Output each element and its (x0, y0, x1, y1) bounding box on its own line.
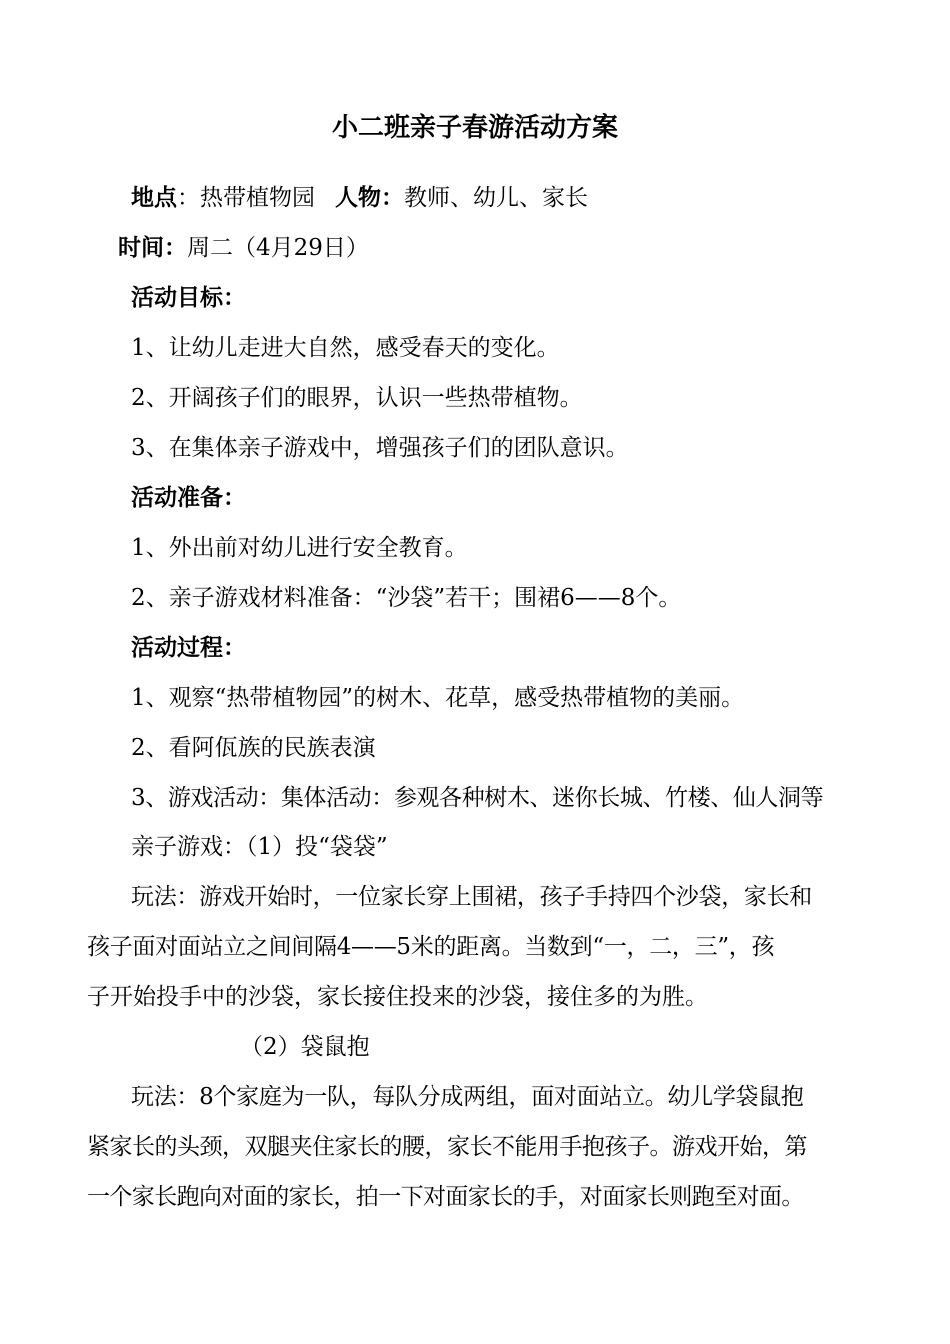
game2-title: （2）袋鼠抱 (240, 1034, 370, 1060)
game2-rule-line: 紧家长的头颈，双腿夹住家长的腰，家长不能用手抱孩子。游戏开始，第 (87, 1134, 807, 1160)
game2-rule-line: 玩法：8个家庭为一队，每队分成两组，面对面站立。幼儿学袋鼠抱 (131, 1084, 804, 1110)
goal-item: 1、让幼儿走进大自然，感受春天的变化。 (131, 335, 560, 361)
info-time (118, 231, 369, 265)
prep-heading: 活动准备： (131, 484, 246, 511)
process-item: 3、游戏活动：集体活动：参观各种树木、迷你长城、竹楼、仙人洞等 (131, 785, 824, 811)
goal-item: 2、开阔孩子们的眼界，认识一些热带植物。 (131, 385, 583, 411)
process-heading: 活动过程： (131, 634, 246, 661)
place-value: 热带植物园 (200, 185, 315, 211)
prep-item: 1、外出前对幼儿进行安全教育。 (131, 535, 468, 561)
place-colon: ： (177, 185, 200, 211)
process-item: 1、观察“热带植物园”的树木、花草，感受热带植物的美丽。 (131, 685, 745, 711)
game1-rule-line: 子开始投手中的沙袋，家长接住投来的沙袋，接住多的为胜。 (87, 984, 708, 1010)
people-value: 教师、幼儿、家长 (404, 185, 588, 211)
parent-child-game-heading: 亲子游戏：（1）投“袋袋” (131, 834, 388, 860)
process-item: 2、看阿佤族的民族表演 (131, 735, 376, 761)
document-title: 小二班亲子春游活动方案 (331, 113, 618, 143)
prep-item: 2、亲子游戏材料准备：“沙袋”若干；围裙6——8个。 (131, 585, 682, 611)
info-place-people (131, 181, 588, 215)
goal-item: 3、在集体亲子游戏中，增强孩子们的团队意识。 (131, 435, 629, 461)
place-label: 地点 (131, 184, 177, 211)
game2-rule-line: 一个家长跑向对面的家长，拍一下对面家长的手，对面家长则跑至对面。 (87, 1184, 804, 1210)
game1-rule-line: 孩子面对面站立之间间隔4——5米的距离。当数到“一，二，三”，孩 (87, 934, 775, 960)
time-label: 时间： (118, 234, 187, 261)
goals-heading: 活动目标： (131, 284, 246, 311)
people-label: 人物： (335, 184, 404, 211)
game1-rule-line: 玩法：游戏开始时，一位家长穿上围裙，孩子手持四个沙袋，家长和 (131, 884, 813, 910)
time-value: 周二（4月29日） (187, 235, 369, 261)
